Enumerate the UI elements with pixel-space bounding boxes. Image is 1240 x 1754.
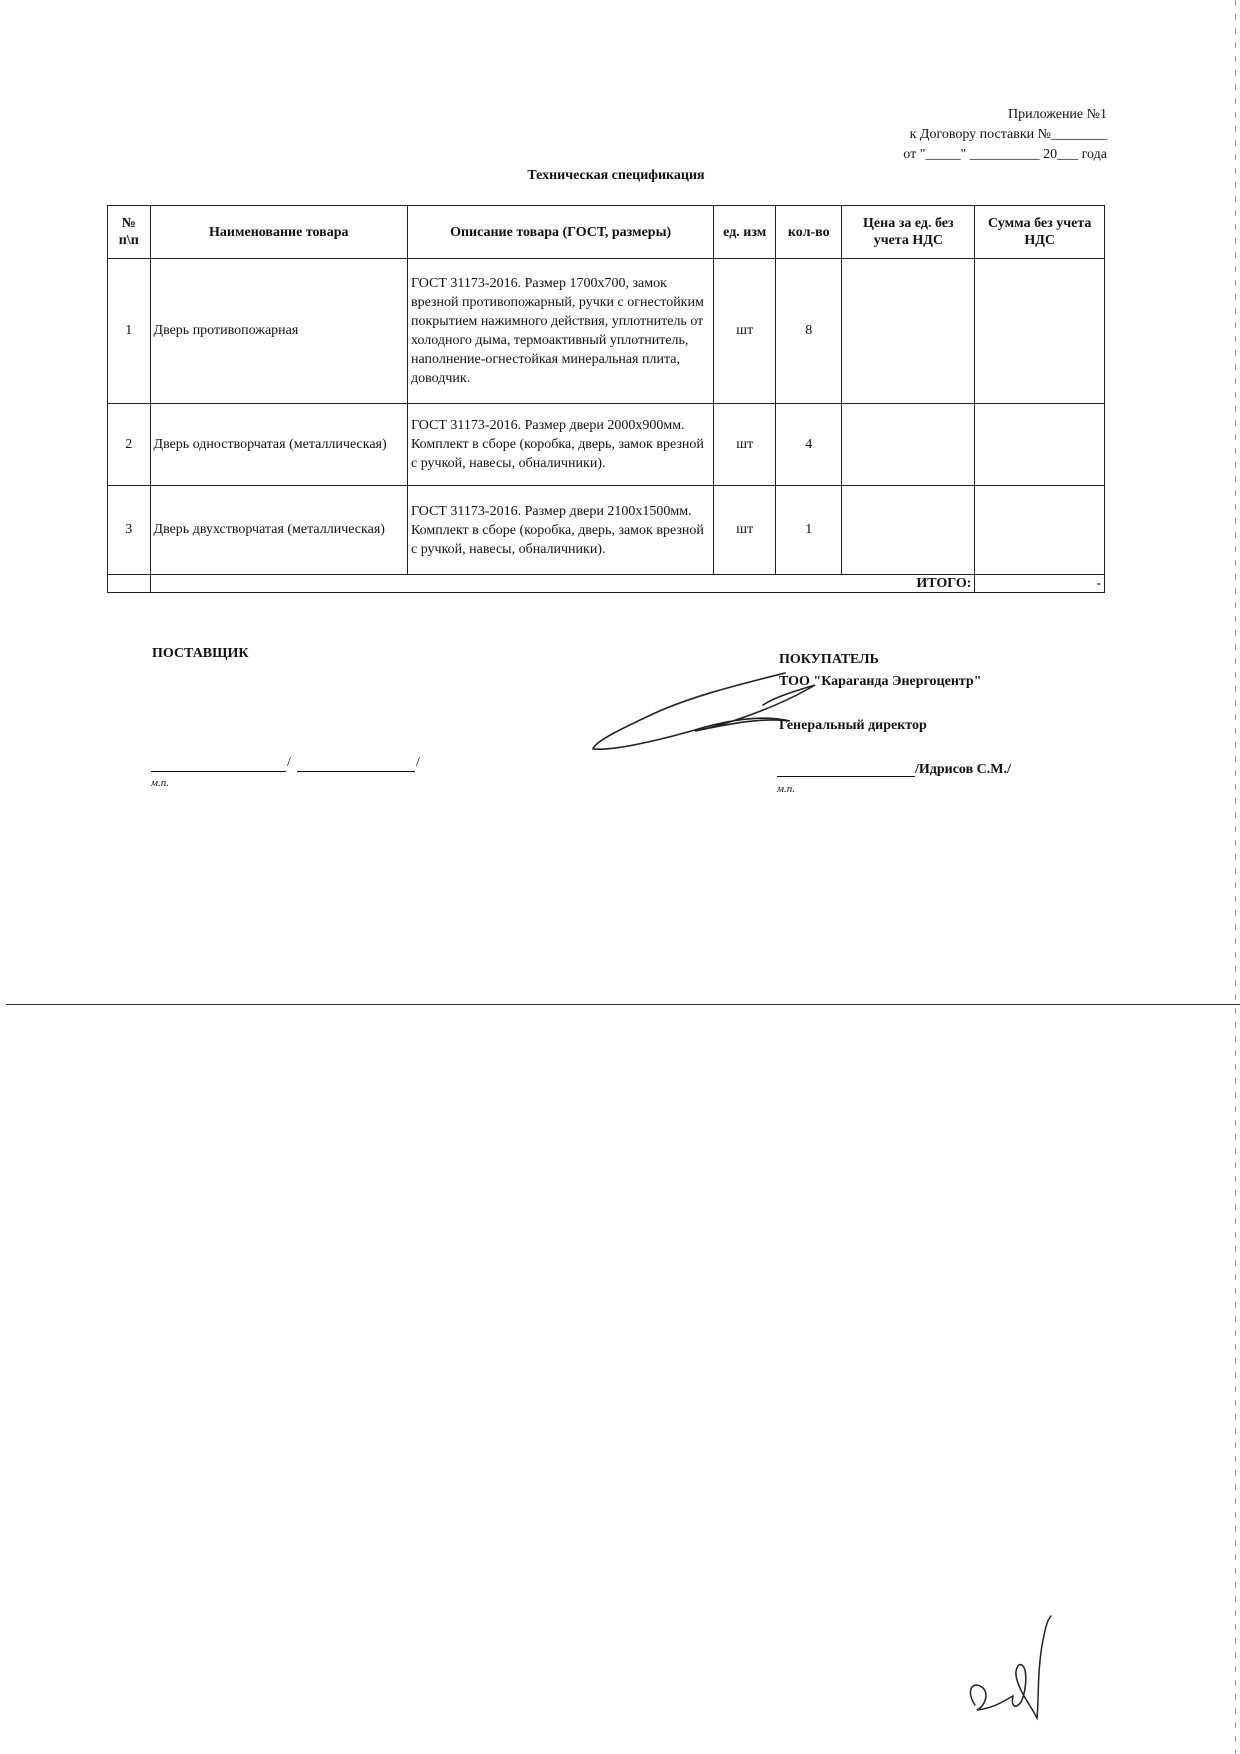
row-unit: шт bbox=[714, 259, 776, 404]
table-row bbox=[108, 486, 1105, 575]
row-desc: ГОСТ 31173-2016. Размер 1700х700, замок врезной противопожарный, ручки с огнестойким покрытием нажимного действия, уплотнитель от холодного дыма, термоактивный уплотнитель, наполнение-огнестойкая минеральная плита, доводчик. bbox=[408, 259, 714, 404]
document-title-text: Техническая спецификация bbox=[527, 168, 705, 183]
total-empty-cell bbox=[108, 575, 151, 593]
row-price bbox=[842, 404, 975, 486]
row-name: Дверь одностворчатая (металлическая) bbox=[150, 404, 408, 486]
header-num: № п\п bbox=[108, 206, 151, 259]
scan-divider-line bbox=[6, 1004, 1240, 1005]
header-qty: кол-во bbox=[776, 206, 842, 259]
row-unit: шт bbox=[714, 486, 776, 575]
contract-number: к Договору поставки №________ bbox=[909, 127, 1107, 142]
row-price bbox=[842, 486, 975, 575]
appendix-title: Приложение №1 bbox=[1008, 107, 1107, 122]
supplier-sign-separator: / bbox=[287, 755, 291, 770]
header-desc: Описание товара (ГОСТ, размеры) bbox=[408, 206, 714, 259]
buyer-company: ТОО "Караганда Энергоцентр" bbox=[779, 674, 982, 689]
row-qty: 4 bbox=[776, 404, 842, 486]
supplier-heading: ПОСТАВЩИК bbox=[152, 646, 249, 661]
row-name: Дверь противопожарная bbox=[150, 259, 408, 404]
scan-edge-artifact bbox=[1235, 0, 1236, 1754]
document-title bbox=[0, 168, 1240, 184]
buyer-sign-blank bbox=[777, 760, 915, 777]
buyer-heading: ПОКУПАТЕЛЬ bbox=[779, 652, 879, 667]
contract-date: от "_____" __________ 20___ года bbox=[903, 147, 1107, 162]
header-name: Наименование товара bbox=[150, 206, 408, 259]
table-total-row bbox=[108, 575, 1105, 593]
table-row bbox=[108, 404, 1105, 486]
supplier-name-separator: / bbox=[416, 755, 420, 770]
row-desc: ГОСТ 31173-2016. Размер двери 2000х900мм. Комплект в сборе (коробка, дверь, замок врезной с ручкой, навесы, обналичники). bbox=[408, 404, 714, 486]
row-num: 3 bbox=[108, 486, 151, 575]
supplier-name-blank bbox=[297, 755, 415, 772]
row-sum bbox=[975, 259, 1105, 404]
buyer-signatory: /Идрисов С.М./ bbox=[915, 762, 1011, 777]
total-value: - bbox=[975, 575, 1105, 593]
buyer-stamp-label: м.п. bbox=[777, 783, 796, 795]
row-sum bbox=[975, 404, 1105, 486]
header-unit: ед. изм bbox=[714, 206, 776, 259]
supplier-stamp-label: м.п. bbox=[151, 777, 170, 789]
row-num: 2 bbox=[108, 404, 151, 486]
initials-scribble bbox=[955, 1610, 1075, 1730]
row-price bbox=[842, 259, 975, 404]
supplier-sign-blank bbox=[151, 755, 286, 772]
row-qty: 1 bbox=[776, 486, 842, 575]
supplier-signature-line bbox=[151, 755, 421, 773]
header-price: Цена за ед. без учета НДС bbox=[842, 206, 975, 259]
specification-table bbox=[107, 205, 1105, 593]
table-header-row bbox=[108, 206, 1105, 259]
appendix-header bbox=[847, 105, 1107, 165]
row-sum bbox=[975, 486, 1105, 575]
row-desc: ГОСТ 31173-2016. Размер двери 2100х1500мм. Комплект в сборе (коробка, дверь, замок врезной с ручкой, навесы, обналичники). bbox=[408, 486, 714, 575]
table-row bbox=[108, 259, 1105, 404]
row-unit: шт bbox=[714, 404, 776, 486]
row-qty: 8 bbox=[776, 259, 842, 404]
header-sum: Сумма без учета НДС bbox=[975, 206, 1105, 259]
buyer-position: Генеральный директор bbox=[779, 718, 927, 733]
total-label: ИТОГО: bbox=[150, 575, 975, 593]
row-name: Дверь двухстворчатая (металлическая) bbox=[150, 486, 408, 575]
row-num: 1 bbox=[108, 259, 151, 404]
